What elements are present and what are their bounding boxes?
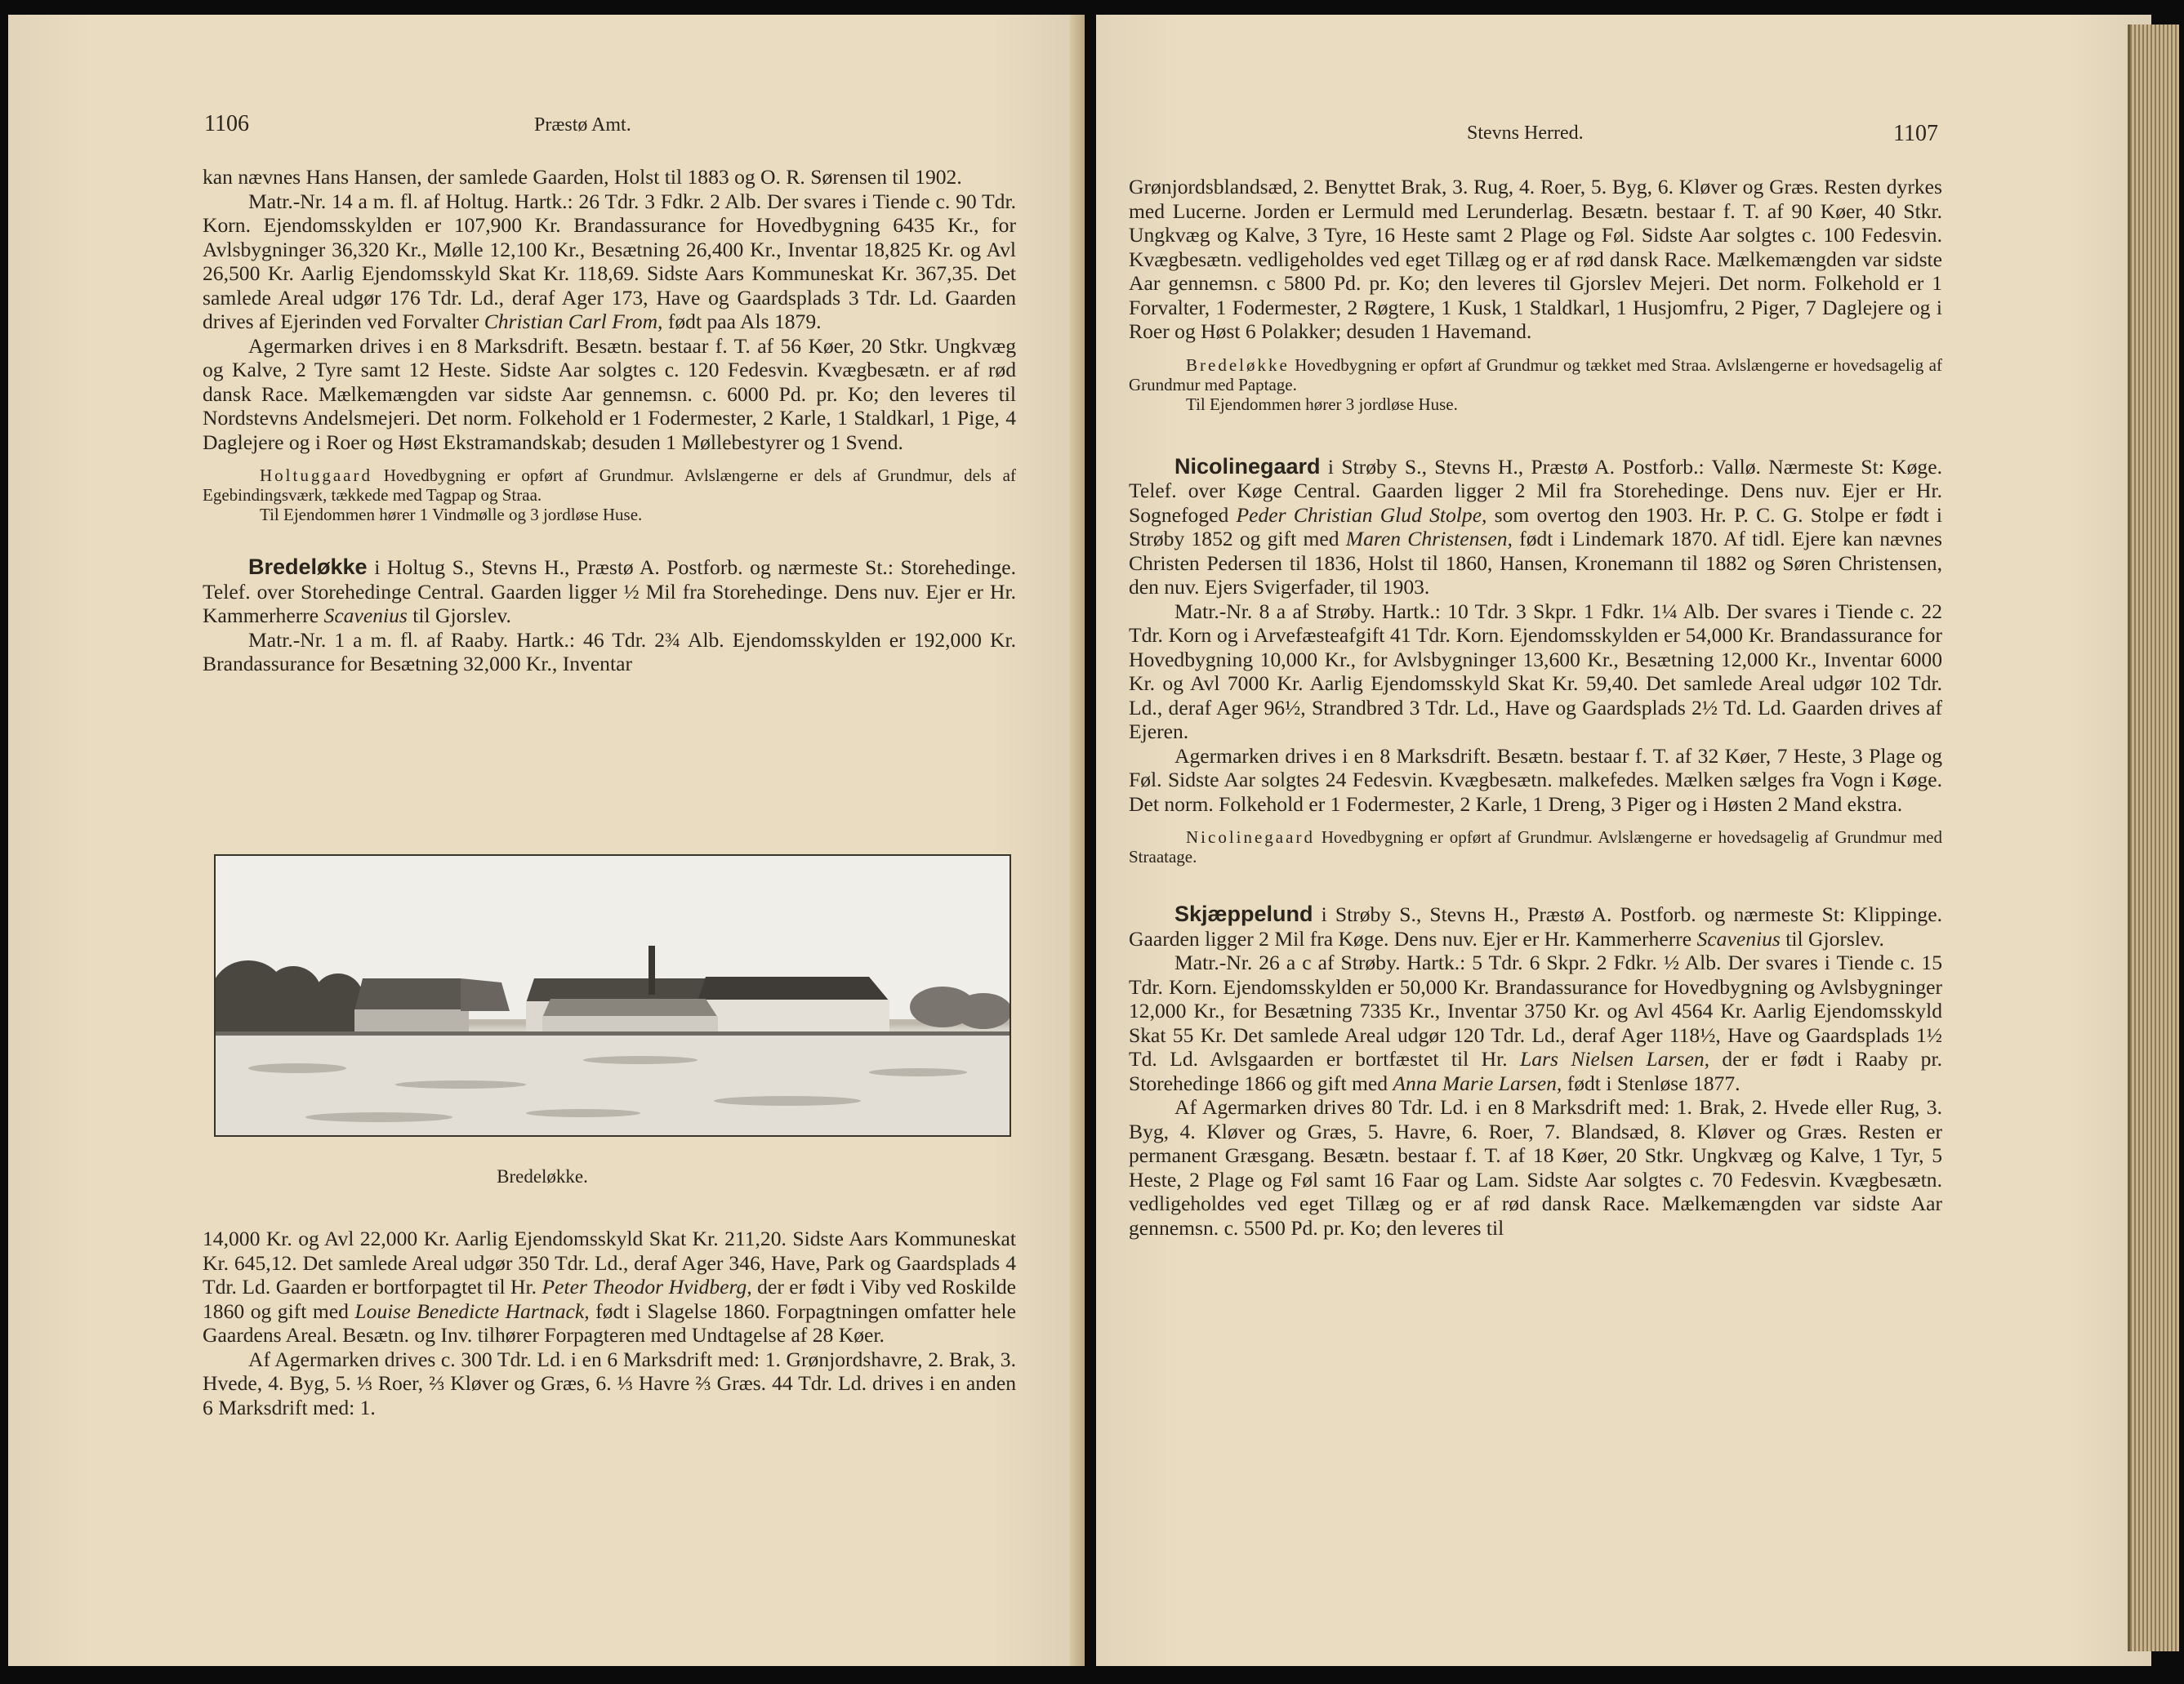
paragraph: Af Agermarken drives 80 Tdr. Ld. i en 8 Marksdrift med: 1. Brak, 2. Hvede eller Rug, 3. Byg, 4. Kløver og Græs, 5. Havre, 6. Roer, 7. Blandsæd, 8. Kløver og Græs. Resten er permanent Græsgang. Besætn. bestaar f. T. af 18 Køer, 20 Stkr. Ungkvæg og Kalve, 1 Tyr, 5 Heste, 2 Plage og Føl samt 16 Faar og Lam. Sidste Aar solgtes c. 70 Fedesvin. Kvægbesætn. vedligeholdes ved eget Tillæg og er af rød dansk Race. Mælkemængden var sidste Aar gennemsn. c. 5500 Pd. pr. Ko; den leveres til	[1129, 1095, 1942, 1240]
estate-heading: Bredeløkke	[248, 555, 368, 579]
right-text	[1129, 175, 1942, 1240]
building-note: Bredeløkke Hovedbygning er opført af Grundmur og tækket med Straa. Avlslængerne er hovedsagelig af Grundmur med Paptage. Til Ejendommen hører 3 jordløse Huse.	[1129, 354, 1942, 414]
paragraph: kan nævnes Hans Hansen, der samlede Gaarden, Holst til 1883 og O. R. Sørensen til 1902.	[203, 165, 962, 189]
page-number-right: 1107	[1893, 121, 1938, 146]
building-note: Holtuggaard Hovedbygning er opført af Grundmur. Avlslængerne er dels af Grundmur, dels af Egebindingsværk, tækkede med Tagpap og Straa. Til Ejendommen hører 1 Vindmølle og 3 jordløse Huse.	[203, 466, 1016, 524]
paragraph: Bredeløkke i Holtug S., Stevns H., Præstø A. Postforb. og nærmeste St.: Storehedinge. Telef. over Storehedinge Central. Gaarden ligger ½ Mil fra Storehedinge. Dens nuv. Ejer er Hr. Kammerherre Scavenius til Gjorslev.	[203, 555, 1016, 627]
estate-name: Holtuggaard	[260, 466, 372, 485]
paragraph: Nicolinegaard i Strøby S., Stevns H., Præstø A. Postforb.: Vallø. Nærmeste St: Køge. Telef. over Køge Central. Gaarden ligger 2 Mil fra Storehedinge. Dens nuv. Ejer er Hr. Sognefoged Peder Christian Glud Stolpe, som overtog den 1903. Hr. P. C. G. Stolpe er født i Strøby 1852 og gift med Maren Christensen, født i Lindemark 1870. Af tidl. Ejere kan nævnes Christen Pedersen til 1836, Holst til 1860, Hansen, Kronemann til 1882 og Søren Christensen, den nuv. Ejers Svigerfader, til 1903.	[1129, 453, 1943, 599]
paragraph: Grønjordsblandsæd, 2. Benyttet Brak, 3. Rug, 4. Roer, 5. Byg, 6. Kløver og Græs. Resten dyrkes med Lucerne. Jorden er Lermuld med Lerunderlag. Besætn. bestaar f. T. af 90 Køer, 40 Stkr. Ungkvæg og Kalve, 3 Tyre, 16 Heste samt 2 Plage og Føl. Sidste Aar solgtes c. 100 Fedesvin. Kvægbesætn. vedligeholdes ved eget Tillæg og er af rød dansk Race. Mælkemængden var sidste Aar gennemsn. c 5800 Pd. pr. Ko; den leveres til Gjorslev Mejeri. Det norm. Folkehold er 1 Forvalter, 1 Fodermester, 2 Røgtere, 1 Kusk, 1 Staldkarl, 1 Husjomfru, 2 Piger, 7 Daglejere og i Roer og Høst 6 Polakker; desuden 1 Havemand.	[1129, 175, 1942, 343]
estate-photograph	[214, 854, 1011, 1137]
left-text-top	[203, 165, 1016, 676]
paragraph: Matr.-Nr. 26 a c af Strøby. Hartk.: 5 Tdr. 6 Skpr. 2 Fdkr. ½ Alb. Der svares i Tiende c. 15 Tdr. Korn. Ejendomsskylden er 50,000 Kr. Brandassurance for Hovedbygning og Avlsbygninger 12,000 Kr., for Besætning 7335 Kr., Inventar 3750 Kr. og Avl 4564 Kr. Aarlig Ejendomsskyld Skat 55 Kr. Det samlede Areal udgør 120 Tdr. Ld., deraf Ager 118½, Have og Gaardsplads 1½ Td. Ld. Avlsgaarden er bortfæstet til Hr. Lars Nielsen Larsen, der er født i Raaby pr. Storehedinge 1866 og gift med Anna Marie Larsen, født i Stenløse 1877.	[1129, 951, 1942, 1095]
estate-name: Nicolinegaard	[1186, 827, 1315, 847]
paragraph: Matr.-Nr. 14 a m. fl. af Holtug. Hartk.: 26 Tdr. 3 Fdkr. 2 Alb. Der svares i Tiende c. 90 Tdr. Korn. Ejendomsskylden er 107,900 Kr. Brandassurance for Hovedbygning 6435 Kr., for Avlsbygninger 36,320 Kr., Mølle 12,100 Kr., Besætning 26,400 Kr., Inventar 18,825 Kr. og Avl 26,500 Kr. Aarlig Ejendomsskyld Skat Kr. 118,69. Sidste Aars Kommuneskat Kr. 367,35. Det samlede Areal udgør 176 Tdr. Ld., deraf Ager 173, Have og Gaardsplads 3 Tdr. Ld. Gaarden drives af Ejerinden ved Forvalter Christian Carl From, født paa Als 1879.	[203, 189, 1016, 333]
book-page-edges	[2128, 25, 2179, 1651]
page-gutter	[1070, 15, 1085, 1666]
running-head-left: Præstø Amt.	[534, 114, 631, 136]
paragraph: Agermarken drives i en 8 Marksdrift. Besætn. bestaar f. T. af 32 Køer, 7 Heste, 3 Plage og Føl. Sidste Aar solgtes 24 Fedesvin. Kvægbesætn. malkefedes. Mælken sælges fra Vogn i Køge. Det norm. Folkehold er 1 Fodermester, 2 Karle, 1 Dreng, 3 Piger og i Høsten 2 Mand ekstra.	[1129, 743, 1942, 816]
paragraph: 14,000 Kr. og Avl 22,000 Kr. Aarlig Ejendomsskyld Skat Kr. 211,20. Sidste Aars Kommuneskat Kr. 645,12. Det samlede Areal udgør 350 Tdr. Ld., deraf Ager 346, Have, Park og Gaardsplads 4 Tdr. Ld. Gaarden er bortforpagtet til Hr. Peter Theodor Hvidberg, der er født i Viby ved Roskilde 1860 og gift med Louise Benedicte Hartnack, født i Slagelse 1860. Forpagtningen omfatter hele Gaardens Areal. Besætn. og Inv. tilhører Forpagteren med Undtagelse af 28 Køer.	[203, 1227, 1017, 1347]
photo-caption: Bredeløkke.	[497, 1166, 588, 1187]
estate-heading: Nicolinegaard	[1174, 453, 1321, 479]
running-head-right: Stevns Herred.	[1467, 123, 1584, 144]
paragraph: Matr.-Nr. 1 a m. fl. af Raaby. Hartk.: 46 Tdr. 2¾ Alb. Ejendomsskylden er 192,000 Kr. Brandassurance for Besætning 32,000 Kr., Inventar	[203, 627, 1016, 675]
building-note: Nicolinegaard Hovedbygning er opført af Grundmur. Avlslængerne er hovedsagelig af Grundmur med Straatage.	[1129, 827, 1942, 867]
left-text-bottom	[203, 1227, 1016, 1419]
paragraph: Matr.-Nr. 8 a af Strøby. Hartk.: 10 Tdr. 3 Skpr. 1 Fdkr. 1¼ Alb. Der svares i Tiende c. 22 Tdr. Korn og i Arvefæsteafgift 41 Tdr. Korn. Ejendomsskylden er 54,000 Kr. Brandassurance for Hovedbygning 10,000 Kr., for Avlsbygninger 13,600 Kr., Besætning 12,000 Kr., Inventar 6000 Kr. og Avl 7000 Kr. Aarlig Ejendomsskyld Skat Kr. 59,40. Det samlede Areal udgør 102 Tdr. Ld., deraf Ager 96½, Strandbred 3 Tdr. Ld., Have og Gaardsplads 2½ Td. Ld. Gaarden drives af Ejeren.	[1129, 599, 1942, 743]
page-number-left: 1106	[204, 111, 249, 136]
estate-name: Bredeløkke	[1186, 354, 1290, 375]
paragraph: Skjæppelund i Strøby S., Stevns H., Præstø A. Postforb. og nærmeste St: Klippinge. Gaarden ligger 2 Mil fra Køge. Dens nuv. Ejer er Hr. Kammerherre Scavenius til Gjorslev.	[1129, 902, 1942, 951]
estate-heading: Skjæppelund	[1174, 902, 1313, 926]
paragraph: Agermarken drives i en 8 Marksdrift. Besætn. bestaar f. T. af 56 Køer, 20 Stkr. Ungkvæg og Kalve, 2 Tyre samt 12 Heste. Sidste Aar solgtes c. 120 Fedesvin. Kvægbesætn. er af rød dansk Race. Mælkemængden var sidste Aar gennemsn. c. 6000 Pd. pr. Ko; den leveres til Nordstevns Andelsmejeri. Det norm. Folkehold er 1 Fodermester, 2 Karle, 1 Staldkarl, 1 Pige, 4 Daglejere og i Roer og Høst Ekstramandskab; desuden 1 Møllebestyrer og 1 Svend.	[203, 333, 1016, 454]
paragraph: Af Agermarken drives c. 300 Tdr. Ld. i en 6 Marksdrift med: 1. Grønjordshavre, 2. Brak, 3. Hvede, 4. Byg, 5. ⅓ Roer, ⅔ Kløver og Græs, 6. ⅓ Havre ⅔ Græs. 44 Tdr. Ld. drives i en anden 6 Marksdrift med: 1.	[203, 1347, 1016, 1419]
person-name: Christian Carl From,	[484, 310, 663, 333]
